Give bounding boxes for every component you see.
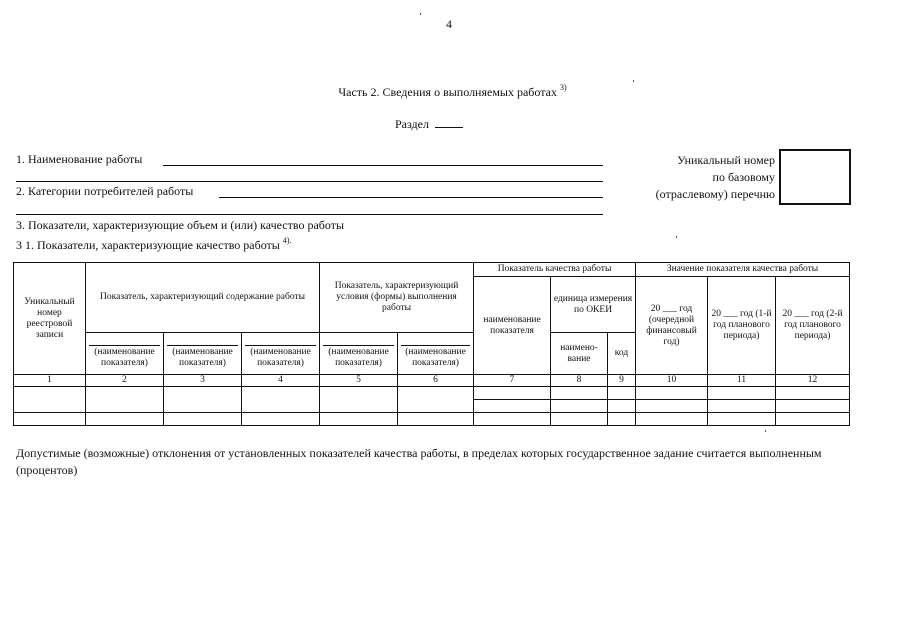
page-number: 4 [446, 17, 452, 31]
section-number-blank[interactable] [435, 117, 463, 128]
part-title [0, 83, 905, 100]
part-title-text: Часть 2. Сведения о выполняемых работах [338, 85, 557, 99]
unique-number-line-2: по базовому [712, 170, 775, 184]
quality-heading [16, 236, 292, 253]
conditions-indicator-header: Показатель, характеризующий условия (формы) выполнения работы [320, 263, 474, 333]
section-label-row [395, 117, 463, 132]
scan-speck [420, 13, 421, 15]
work-name-line-2[interactable] [16, 181, 603, 182]
part-title-note: 3) [559, 83, 567, 92]
unit-name-header: наимено-вание [551, 333, 608, 375]
scan-speck [676, 236, 677, 238]
content-indicator-3-name: (наименование показателя) [245, 345, 316, 369]
quality-value-header: Значение показателя качества работы [636, 263, 850, 277]
work-name-label: 1. Наименование работы [16, 152, 143, 166]
unique-number-line-3: (отраслевому) перечню [655, 187, 775, 201]
year-plan2-header: 20 ___ год (2-й год планового периода) [776, 277, 850, 375]
content-indicator-header: Показатель, характеризующий содержание работы [86, 263, 320, 333]
conditions-indicator-2-name: (наименование показателя) [401, 345, 470, 369]
registry-number-header: Уникальный номер реестровой записи [14, 263, 86, 375]
table-row[interactable] [14, 387, 850, 400]
consumer-categories-line-2[interactable] [16, 214, 603, 215]
deviation-text: Допустимые (возможные) отклонения от установленных показателей качества работы, в пределах которых государственное задание считается выполненным (процентов) [16, 446, 822, 477]
unique-number-label [630, 152, 775, 203]
indicator-name-header: наименование показателя [474, 277, 551, 375]
content-indicator-1-name: (наименование показателя) [89, 345, 160, 369]
scan-speck [633, 80, 634, 82]
conditions-indicator-1-name: (наименование показателя) [323, 345, 394, 369]
quality-indicator-header: Показатель качества работы [474, 263, 636, 277]
unit-code-header: код [608, 333, 636, 375]
quality-heading-note: 4). [282, 236, 292, 245]
unique-number-line-1: Уникальный номер [677, 153, 775, 167]
indicators-heading: 3. Показатели, характеризующие объем и (или) качество работы [16, 218, 345, 232]
work-name-line[interactable] [163, 165, 603, 166]
scan-speck [765, 430, 766, 432]
content-indicator-2-name: (наименование показателя) [167, 345, 238, 369]
year-current-header: 20 ___ год (очередной финансовый год) [636, 277, 708, 375]
unit-okei-header: единица измерения по ОКЕИ [551, 277, 636, 333]
quality-indicators-table [13, 262, 850, 426]
unique-number-box[interactable] [779, 149, 851, 205]
column-numbers-row: 1 2 3 4 5 6 7 8 9 10 11 12 [14, 375, 850, 387]
quality-heading-text: 3 1. Показатели, характеризующие качество работы [16, 238, 280, 252]
table-row[interactable] [14, 413, 850, 426]
year-plan1-header: 20 ___ год (1-й год планового периода) [708, 277, 776, 375]
consumer-categories-label: 2. Категории потребителей работы [16, 184, 194, 198]
section-label: Раздел [395, 117, 429, 131]
consumer-categories-line[interactable] [219, 197, 603, 198]
